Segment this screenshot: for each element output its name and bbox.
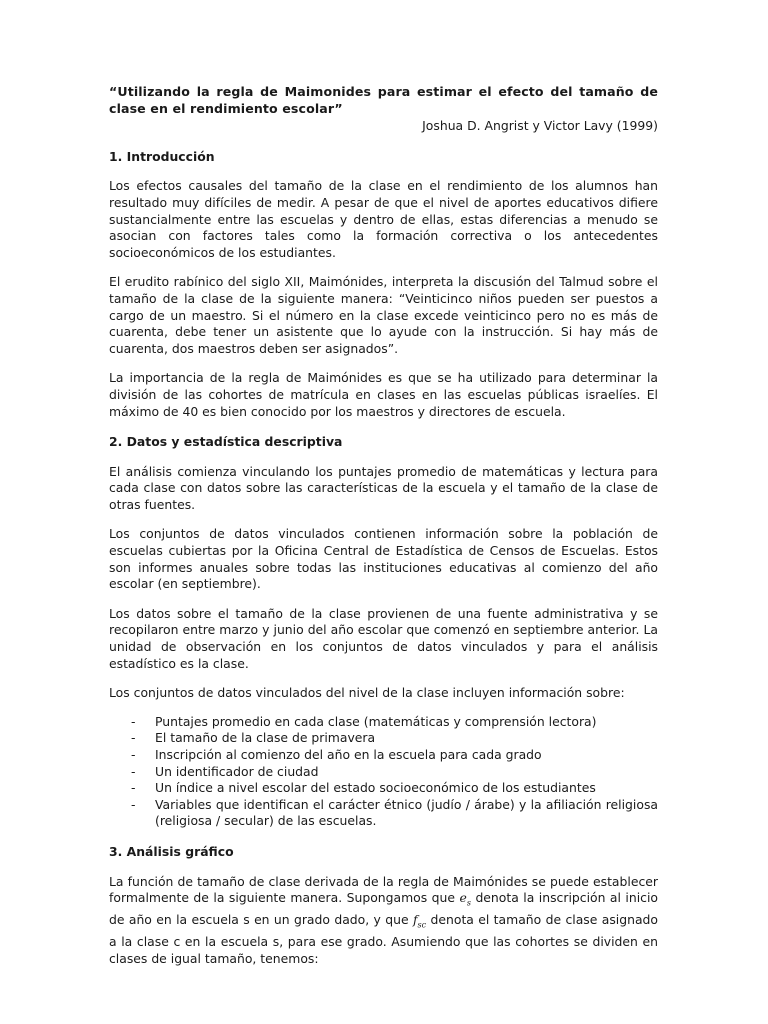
bullet-dash: - [131,713,136,729]
bullet-dash: - [131,763,136,779]
math-variable-e-s: $e_s$ [459,890,471,908]
bullet-dash: - [131,747,136,762]
paragraph: El erudito rabínico del siglo XII, Maimónides, interpreta la discusión del Talmud sobre el tamaño de la clase de la siguiente manera: “Veinticinco niños pueden ser puestos a cargo de un maestro. Si el número en la clase excede veinticinco pero no es más de cuarenta, debe tener un asistente que lo ayude con la instrucción. Si hay más de cuarenta, dos maestros deben ser asignados”. [109,274,658,356]
paragraph-text: denota el tamaño de clase asignado a la clase c en la escuela s, para ese grado. Asumiendo que las cohortes se dividen en clases de igual tamaño, tenemos: [109,912,658,966]
list-item [109,714,658,731]
paragraph-text: denota la inscripción al inicio de año en la escuela s en un grado dado, y que [109,890,658,928]
paragraph: Los efectos causales del tamaño de la clase en el rendimiento de los alumnos han resultado muy difíciles de medir. A pesar de que el nivel de aportes educativos difiere sustancialmente entre las escuelas y dentro de ellas, estas diferencias a menudo se asocian con factores tales como la formación correctiva o los antecedentes socioeconómicos de los estudiantes. [109,178,658,260]
list-item [109,730,658,747]
paragraph-with-math [109,874,658,968]
paragraph: Los conjuntos de datos vinculados del nivel de la clase incluyen información sobre: [109,685,625,701]
section-heading-analisis-grafico: 3. Análisis gráfico [109,843,234,859]
document-page [109,84,658,967]
section-heading-introduccion: 1. Introducción [109,148,215,164]
list-item-text: Puntajes promedio en cada clase (matemáticas y comprensión lectora) [155,713,597,729]
list-item [109,780,658,797]
paragraph: Los conjuntos de datos vinculados contienen información sobre la población de escuelas cubiertas por la Oficina Central de Estadística de Censos de Escuelas. Estos son informes anuales sobre todas las instituciones educativas al comienzo del año escolar (en septiembre). [109,526,658,592]
data-items-list [109,714,658,830]
list-item [109,764,658,781]
bullet-dash: - [131,796,136,812]
list-item-text: Un índice a nivel escolar del estado socioeconómico de los estudiantes [155,780,596,796]
bullet-dash: - [131,780,136,796]
list-item [109,747,658,764]
paragraph: La importancia de la regla de Maimónides es que se ha utilizado para determinar la división de las cohortes de matrícula en clases en las escuelas públicas israelíes. El máximo de 40 es bien conocido por los maestros y directores de escuela. [109,370,658,419]
paragraph: Los datos sobre el tamaño de la clase provienen de una fuente administrativa y se recopilaron entre marzo y junio del año escolar que comenzó en septiembre anterior. La unidad de observación en los conjuntos de datos vinculados y para el análisis estadístico es la clase. [109,605,658,671]
bullet-dash: - [131,730,136,746]
math-variable-f-sc: $f_{sc}$ [412,912,427,930]
document-authors: Joshua D. Angrist y Victor Lavy (1999) [422,118,658,134]
list-item-text: El tamaño de la clase de primavera [155,730,376,746]
paragraph-text: La función de tamaño de clase derivada de la regla de Maimónides se puede establecer formalmente de la siguiente manera. Supongamos que [109,873,658,906]
list-item-text: Variables que identifican el carácter étnico (judío / árabe) y la afiliación religiosa (religiosa / secular) de las escuelas. [155,796,658,829]
list-item [109,797,658,830]
document-title: “Utilizando la regla de Maimonides para estimar el efecto del tamaño de clase en el rendimiento escolar” [109,84,658,116]
section-heading-datos: 2. Datos y estadística descriptiva [109,434,343,450]
list-item-text: Un identificador de ciudad [155,763,319,779]
list-item-text: Inscripción al comienzo del año en la escuela para cada grado [155,747,542,762]
paragraph: El análisis comienza vinculando los puntajes promedio de matemáticas y lectura para cada clase con datos sobre las características de la escuela y el tamaño de la clase de otras fuentes. [109,463,658,512]
